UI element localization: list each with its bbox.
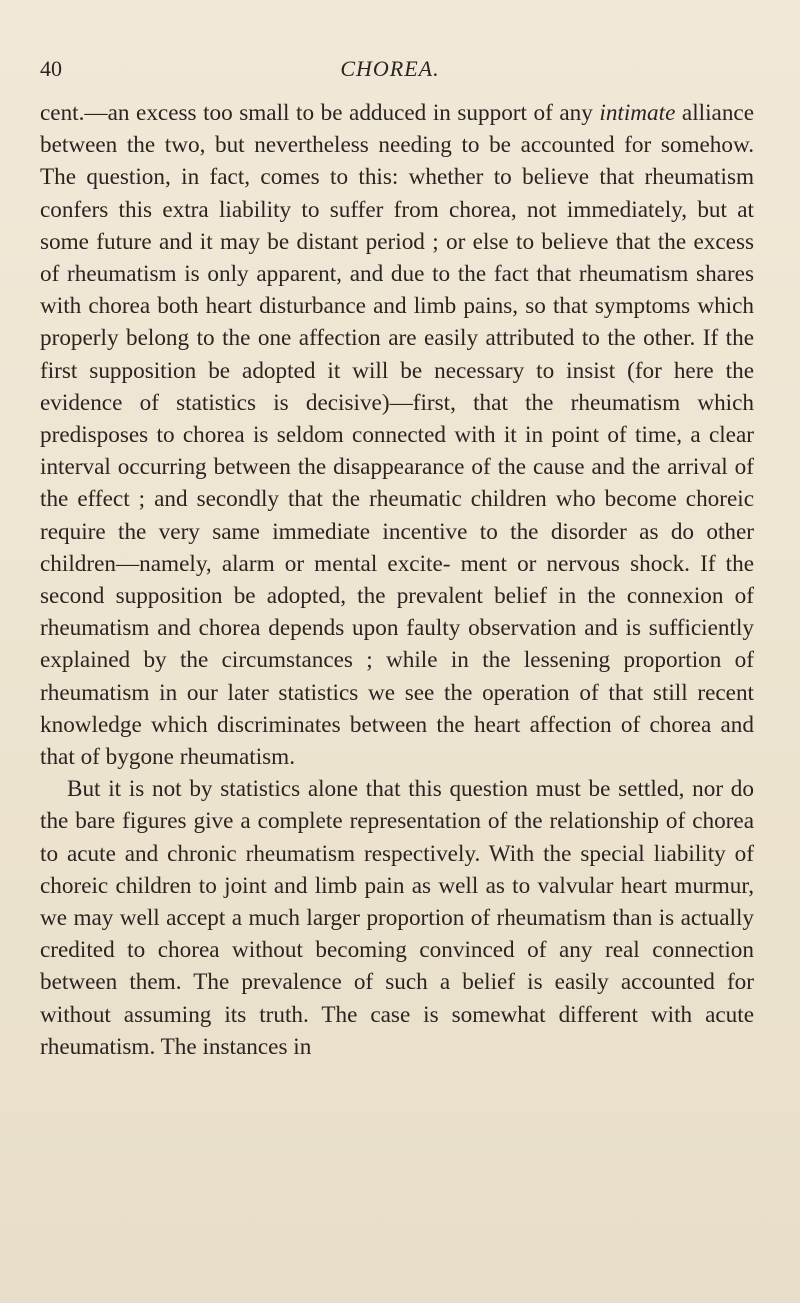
paragraph-1-lead: cent.—an excess too small to be adduced in support of any [40, 100, 600, 126]
running-head [40, 56, 740, 88]
body-text [40, 97, 754, 1063]
page-number: 40 [40, 56, 62, 81]
running-title: CHOREA. [340, 56, 440, 81]
italic-emphasis: intimate [599, 100, 676, 126]
paragraph-2: But it is not by statistics alone that this question must be settled, nor do the bare figures give a complete representation of the relationship of chorea to acute and chronic rheumatism respectively. With the special liability of choreic children to joint and limb pain as well as to valvular heart murmur, we may well accept a much larger proportion of rheumatism than is actually credited to chorea without becoming convinced of any real connection between them. The prevalence of such a belief is easily accounted for without assuming its truth. The case is somewhat different with acute rheumatism. The instances in [40, 776, 754, 1060]
paragraph-1-rest: alliance between the two, but nevertheless needing to be accounted for somehow. The question, in fact, comes to this: whether to believe that rheumatism confers this extra liability to suffer from chorea, not immediately, but at some future and it may be distant period ; or else to believe that the excess of rheumatism is only apparent, and due to the fact that rheumatism shares with chorea both heart disturbance and limb pains, so that symptoms which properly belong to the one affection are easily attributed to the other. If the first supposition be adopted it will be necessary to insist (for here the evidence of statistics is decisive)—first, that the rheumatism which predisposes to chorea is seldom connected with it in point of time, a clear interval occurring between the disappearance of the cause and the arrival of the effect ; and secondly that the rheumatic children who become choreic require the very same immediate incentive to the disorder as do other children—namely, alarm or mental excite- ment or nervous shock. If the second supposition be adopted, the prevalent belief in the connexion of rheumatism and chorea depends upon faulty observation and is sufficiently explained by the circumstances ; while in the lessening proportion of rheumatism in our later statistics we see the operation of that still recent knowledge which discriminates between the heart affection of chorea and that of bygone rheumatism. [40, 100, 755, 771]
paragraph-continued [40, 97, 754, 773]
